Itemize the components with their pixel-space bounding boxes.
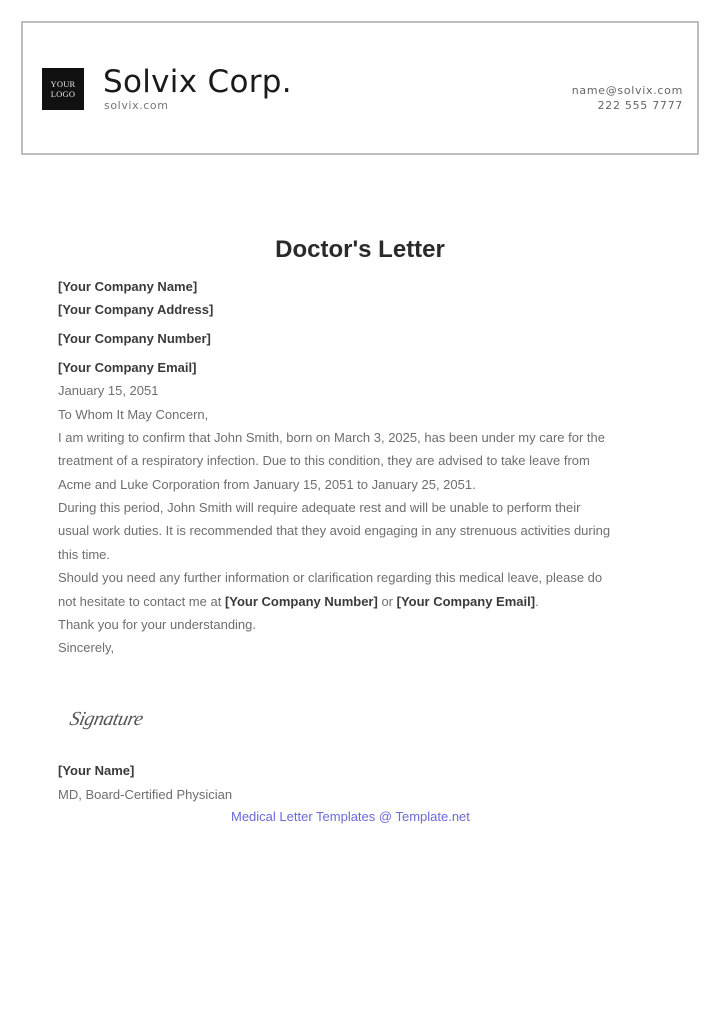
sender-company-address: [Your Company Address]	[58, 302, 214, 317]
sender-company-number: [Your Company Number]	[58, 331, 211, 346]
sender-company-email: [Your Company Email]	[58, 360, 197, 375]
sender-company-name: [Your Company Name]	[58, 279, 198, 294]
paragraph-3-line-2	[58, 594, 539, 610]
contact-phone: 222 555 7777	[597, 99, 683, 112]
company-logo	[42, 68, 84, 110]
contact-email-placeholder: [Your Company Email]	[396, 594, 536, 609]
logo-text-line1: YOUR	[50, 79, 76, 89]
paragraph-1-line-3: Acme and Luke Corporation from January 15, 2051 to January 25, 2051.	[58, 477, 476, 492]
paragraph-2-line-2: usual work duties. It is recommended that they avoid engaging in any strenuous activities during	[58, 523, 611, 538]
letterhead	[21, 21, 699, 155]
contact-or: or	[377, 594, 397, 609]
contact-prefix: not hesitate to contact me at	[58, 594, 225, 609]
template-net-link[interactable]: Medical Letter Templates @ Template.net	[231, 809, 470, 824]
salutation: To Whom It May Concern,	[58, 407, 209, 422]
contact-info	[572, 83, 683, 113]
paragraph-2-line-1: During this period, John Smith will require adequate rest and will be unable to perform their	[58, 500, 581, 515]
paragraph-1-line-1: I am writing to confirm that John Smith, born on March 3, 2025, has been under my care for the	[58, 430, 605, 445]
company-website: solvix.com	[104, 99, 169, 112]
paragraph-2-line-3: this time.	[58, 547, 111, 562]
thanks-line: Thank you for your understanding.	[58, 617, 257, 632]
signer-name: [Your Name]	[58, 763, 135, 778]
letter-date: January 15, 2051	[58, 383, 159, 398]
logo-text-line2: LOGO	[50, 89, 76, 99]
contact-suffix: .	[535, 594, 539, 609]
signature: Signature	[67, 708, 145, 730]
paragraph-1-line-2: treatment of a respiratory infection. Due to this condition, they are advised to take leave from	[58, 453, 590, 468]
contact-number-placeholder: [Your Company Number]	[224, 594, 378, 609]
signer-title: MD, Board-Certified Physician	[58, 787, 233, 802]
contact-email: name@solvix.com	[571, 84, 683, 97]
paragraph-3-line-1: Should you need any further information or clarification regarding this medical leave, please do	[58, 570, 603, 585]
closing: Sincerely,	[58, 640, 115, 655]
company-name: Solvix Corp.	[103, 64, 292, 100]
letter-title: Doctor's Letter	[275, 236, 445, 263]
